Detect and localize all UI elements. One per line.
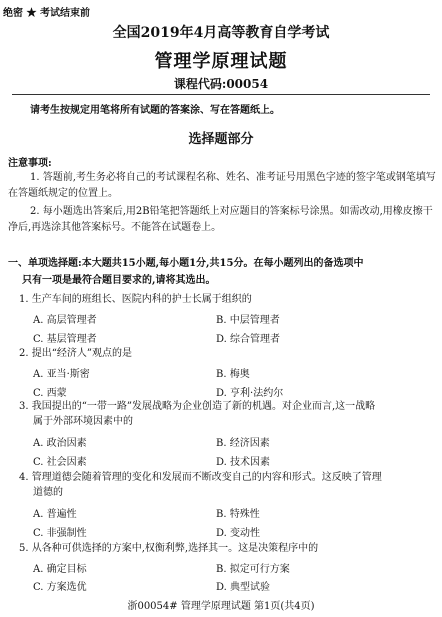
subject-title: 管理学原理试题 — [154, 51, 288, 72]
option-b: B. 拟定可行方案 — [216, 564, 290, 575]
question-2 — [19, 346, 429, 361]
question-stem: 2. 提出“经济人”观点的是 — [19, 348, 132, 359]
option-c: C. 西蒙 — [33, 388, 67, 399]
question-5 — [19, 541, 429, 556]
question-stem-continued: 道德的 — [33, 487, 63, 498]
option-a: A. 亚当·斯密 — [33, 369, 90, 380]
question-1 — [19, 292, 429, 307]
page-footer: 浙00054# 管理学原理试题 第1页(共4页) — [127, 601, 315, 612]
confidential-mark: 绝密 ★ 考试结束前 — [3, 8, 90, 19]
option-c: C. 非强制性 — [33, 528, 87, 539]
question-stem: 5. 从各种可供选择的方案中,权衡利弊,选择其一。这是决策程序中的 — [19, 543, 319, 554]
part1-heading-line2: 只有一项是最符合题目要求的,请将其选出。 — [22, 275, 216, 286]
question-stem: 1. 生产车间的班组长、医院内科的护士长属于组织的 — [19, 294, 252, 305]
divider — [12, 94, 430, 95]
notice-item-1: 1. 答题前,考生务必将自己的考试课程名称、姓名、准考证号用黑色字迹的签字笔或钢笔填写在答题纸规定的位置上。 — [8, 172, 436, 199]
question-stem-continued: 属于外部环境因素中的 — [33, 416, 133, 427]
option-b: B. 梅奥 — [216, 369, 250, 380]
section-title: 选择题部分 — [188, 132, 254, 147]
option-c: C. 社会因素 — [33, 457, 87, 468]
part1-heading-line1: 一、单项选择题:本大题共15小题,每小题1分,共15分。在每小题列出的备选项中 — [8, 258, 364, 269]
option-b: B. 中层管理者 — [216, 315, 280, 326]
exam-title: 全国2019年4月高等教育自学考试 — [112, 25, 330, 41]
notice-item-2: 2. 每小题选出答案后,用2B铅笔把答题纸上对应题目的答案标号涂黑。如需改动,用橡皮擦干净后,再选涂其他答案标号。不能答在试题卷上。 — [8, 206, 433, 233]
question-stem: 3. 我国提出的“一带一路”发展战略为企业创造了新的机遇。对企业而言,这一战略 — [19, 401, 376, 412]
question-3 — [19, 399, 429, 429]
option-a: A. 确定目标 — [33, 564, 87, 575]
question-stem: 4. 管理道德会随着管理的变化和发展而不断改变自己的内容和形式。这反映了管理 — [19, 472, 382, 483]
option-d: D. 技术因素 — [216, 457, 271, 468]
option-c: C. 基层管理者 — [33, 334, 97, 345]
option-d: D. 亨利·法约尔 — [216, 388, 284, 399]
question-4 — [19, 470, 429, 500]
option-b: B. 特殊性 — [216, 509, 260, 520]
part1-heading — [8, 255, 436, 289]
option-c: C. 方案选优 — [33, 582, 87, 593]
option-a: A. 政治因素 — [33, 438, 87, 449]
option-d: D. 典型试验 — [216, 582, 271, 593]
option-d: D. 综合管理者 — [216, 334, 281, 345]
option-d: D. 变动性 — [216, 528, 261, 539]
option-b: B. 经济因素 — [216, 438, 270, 449]
option-a: A. 普遍性 — [33, 509, 77, 520]
notice-title: 注意事项: — [8, 158, 52, 169]
instruction: 请考生按规定用笔将所有试题的答案涂、写在答题纸上。 — [30, 105, 280, 116]
course-code: 课程代码:00054 — [173, 77, 269, 91]
option-a: A. 高层管理者 — [33, 315, 97, 326]
